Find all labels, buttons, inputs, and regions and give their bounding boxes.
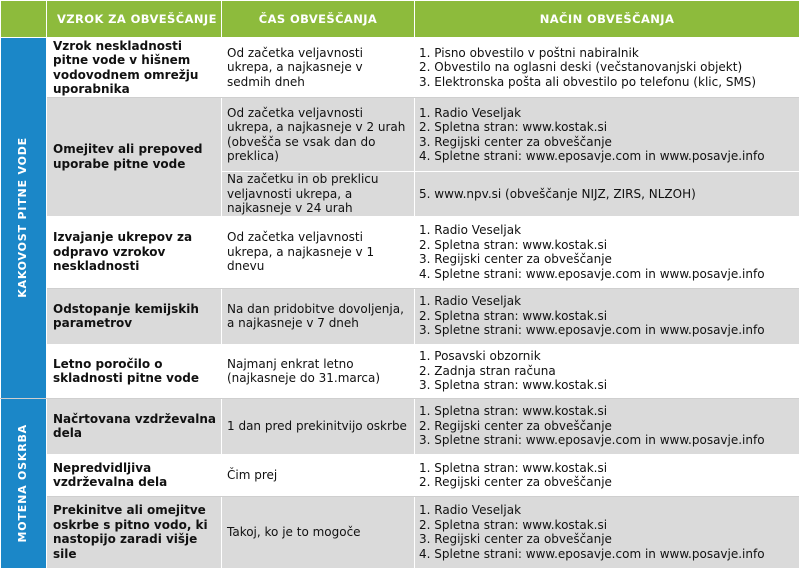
method-cell bbox=[415, 216, 799, 288]
table-row bbox=[1, 398, 799, 454]
table-row bbox=[1, 496, 799, 568]
method-item: 1. Pisno obvestilo v poštni nabiralnik bbox=[419, 45, 639, 60]
table-row bbox=[1, 38, 799, 98]
method-item: 3. Regijski center za obveščanje bbox=[419, 134, 612, 149]
table-row bbox=[1, 98, 799, 172]
method-cell bbox=[415, 344, 799, 398]
method-item: 2. Regijski center za obveščanje bbox=[419, 418, 612, 433]
cause-cell: Letno poročilo o skladnosti pitne vode bbox=[47, 344, 222, 398]
time-cell: Od začetka veljavnosti ukrepa, a najkasneje v sedmih dneh bbox=[222, 38, 415, 98]
method-item: 1. Radio Veseljak bbox=[419, 105, 522, 120]
cause-cell: Omejitev ali prepoved uporabe pitne vode bbox=[47, 98, 222, 217]
time-cell: Čim prej bbox=[222, 454, 415, 496]
method-item: 5. www.npv.si (obveščanje NIJZ, ZIRS, NLZOH) bbox=[419, 186, 696, 201]
cause-cell: Odstopanje kemijskih parametrov bbox=[47, 288, 222, 344]
method-item: 2. Spletna stran: www.kostak.si bbox=[419, 517, 608, 532]
method-cell bbox=[415, 98, 799, 172]
table-row bbox=[1, 216, 799, 288]
method-item: 1. Spletna stran: www.kostak.si bbox=[419, 404, 608, 419]
method-item: 4. Spletne strani: www.eposavje.com in www.posavje.info bbox=[419, 546, 765, 561]
method-item: 3. Elektronska pošta ali obvestilo po telefonu (klic, SMS) bbox=[419, 74, 757, 89]
time-cell: Takoj, ko je to mogoče bbox=[222, 496, 415, 568]
cause-cell: Vzrok neskladnosti pitne vode v hišnem vodovodnem omrežju uporabnika bbox=[47, 38, 222, 98]
time-cell: Na začetku in ob preklicu veljavnosti ukrepa, a najkasneje v 24 urah bbox=[222, 172, 415, 217]
method-item: 2. Spletna stran: www.kostak.si bbox=[419, 308, 608, 323]
method-item: 1. Radio Veseljak bbox=[419, 223, 522, 237]
cause-cell: Nepredvidljiva vzdrževalna dela bbox=[47, 454, 222, 496]
time-cell: 1 dan pred prekinitvijo oskrbe bbox=[222, 398, 415, 454]
time-cell: Od začetka veljavnosti ukrepa, a najkasneje v 2 urah (obvešča se vsak dan do preklica) bbox=[222, 98, 415, 172]
cause-cell: Izvajanje ukrepov za odpravo vzrokov neskladnosti bbox=[47, 216, 222, 288]
method-item: 3. Regijski center za obveščanje bbox=[419, 252, 612, 266]
table-row bbox=[1, 344, 799, 398]
header-method: NAČIN OBVEŠČANJA bbox=[415, 1, 799, 38]
cause-cell: Načrtovana vzdrževalna dela bbox=[47, 398, 222, 454]
method-cell bbox=[415, 288, 799, 344]
header-cause: VZROK ZA OBVEŠČANJE bbox=[47, 1, 222, 38]
method-item: 1. Posavski obzornik bbox=[419, 349, 541, 364]
method-item: 1. Radio Veseljak bbox=[419, 294, 522, 309]
method-item: 1. Radio Veseljak bbox=[419, 503, 522, 517]
method-item: 4. Spletne strani: www.eposavje.com in www.posavje.info bbox=[419, 149, 765, 163]
table-row bbox=[1, 454, 799, 496]
header-corner bbox=[1, 1, 47, 38]
method-cell bbox=[415, 398, 799, 454]
method-item: 1. Spletna stran: www.kostak.si bbox=[419, 460, 608, 475]
method-item: 4. Spletne strani: www.eposavje.com in www.posavje.info bbox=[419, 266, 765, 281]
method-cell bbox=[415, 38, 799, 98]
method-item: 2. Zadnja stran računa bbox=[419, 363, 556, 378]
method-item: 2. Spletna stran: www.kostak.si bbox=[419, 120, 608, 134]
group-supply bbox=[1, 398, 47, 568]
method-item: 3. Spletna stran: www.kostak.si bbox=[419, 378, 608, 393]
method-cell bbox=[415, 172, 799, 217]
table-row bbox=[1, 288, 799, 344]
time-cell: Od začetka veljavnosti ukrepa, a najkasneje v 1 dnevu bbox=[222, 216, 415, 288]
method-cell bbox=[415, 496, 799, 568]
header-row bbox=[1, 1, 799, 38]
method-item: 2. Regijski center za obveščanje bbox=[419, 475, 612, 489]
time-cell: Na dan pridobitve dovoljenja, a najkasneje v 7 dneh bbox=[222, 288, 415, 344]
method-cell bbox=[415, 454, 799, 496]
group-quality bbox=[1, 38, 47, 399]
method-item: 3. Regijski center za obveščanje bbox=[419, 532, 612, 546]
method-item: 2. Spletna stran: www.kostak.si bbox=[419, 237, 608, 252]
header-time: ČAS OBVEŠČANJA bbox=[222, 1, 415, 38]
group-supply-label: MOTENA OSKRBA bbox=[16, 423, 30, 543]
cause-cell: Prekinitve ali omejitve oskrbe s pitno vodo, ki nastopijo zaradi višje sile bbox=[47, 496, 222, 568]
group-quality-label: KAKOVOST PITNE VODE bbox=[16, 137, 30, 299]
method-item: 3. Spletne strani: www.eposavje.com in www.posavje.info bbox=[419, 323, 765, 338]
method-item: 3. Spletne strani: www.eposavje.com in www.posavje.info bbox=[419, 433, 765, 448]
method-item: 2. Obvestilo na oglasni deski (večstanovanjski objekt) bbox=[419, 60, 743, 75]
time-cell: Najmanj enkrat letno (najkasneje do 31.marca) bbox=[222, 344, 415, 398]
